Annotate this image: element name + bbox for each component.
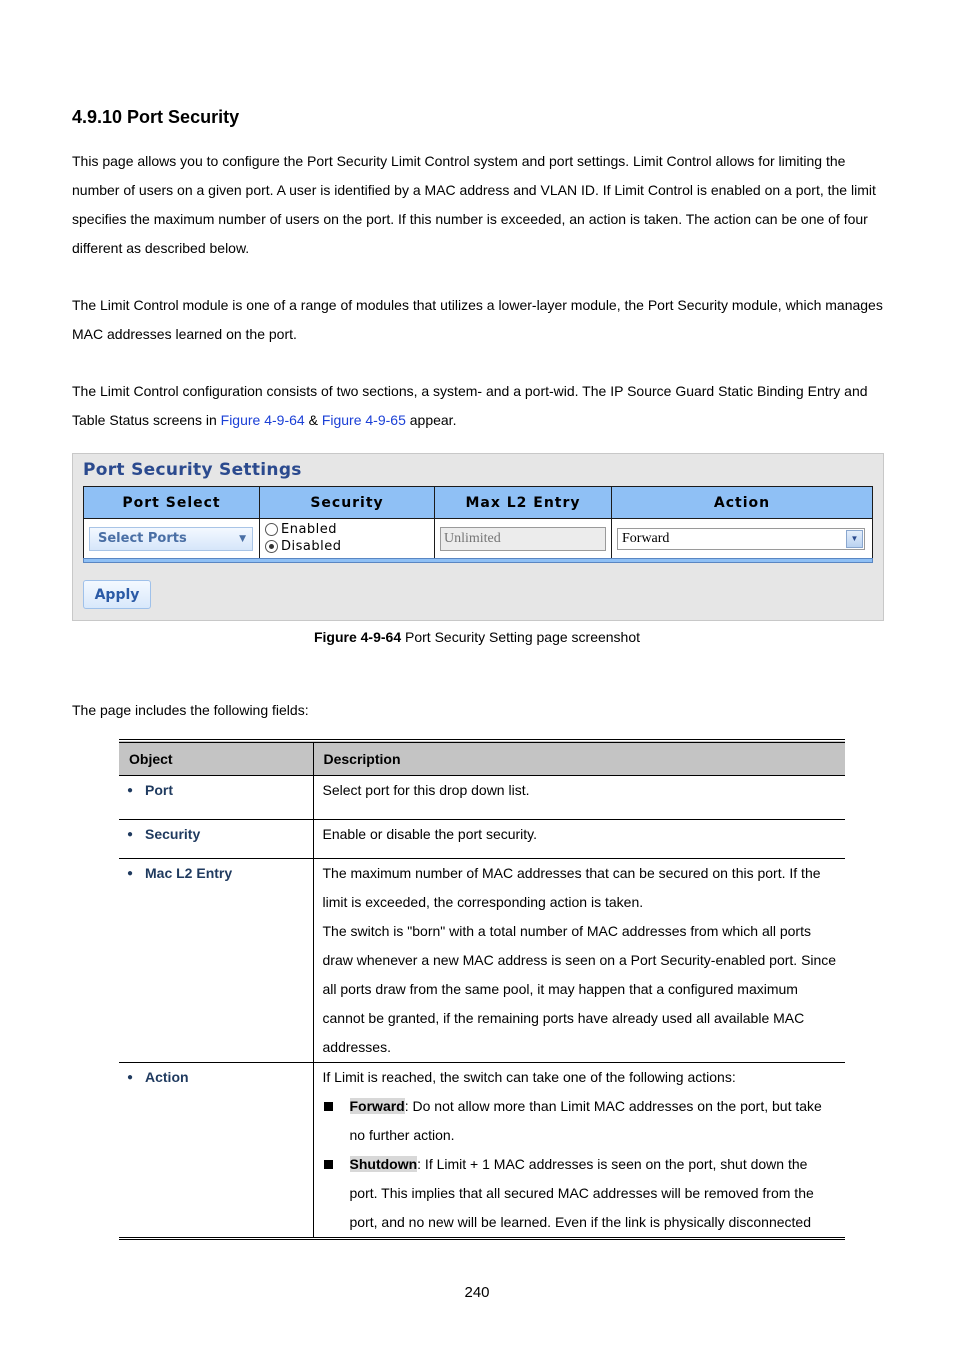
bullet-icon: ● (127, 1072, 134, 1084)
bullet-icon: ● (127, 829, 134, 841)
max-l2-entry-input[interactable] (440, 527, 606, 551)
keyword-forward: Forward (349, 1097, 405, 1114)
configuration-paragraph: The Limit Control configuration consists of two sections, a system- and a port-wid. The IP Source Guard Static Binding Entry and Table Status screens in Figure 4-9-64 & Figure 4-9-65 appear. (72, 383, 868, 428)
object-mac-l2-entry: Mac L2 Entry (145, 864, 233, 881)
action-dropdown[interactable]: Forward ▼ (617, 528, 865, 550)
list-item: Forward: Do not allow more than Limit MAC addresses on the port, but take no further action. (323, 1092, 838, 1150)
radio-unchecked-icon (265, 523, 278, 536)
bullet-icon: ● (127, 868, 134, 880)
table-row (119, 1062, 845, 1238)
chevron-down-icon: ▼ (239, 533, 246, 544)
fields-intro: The page includes the following fields: (72, 702, 309, 718)
figure-link-4-9-64[interactable]: Figure 4-9-64 (220, 412, 305, 428)
page-number: 240 (464, 1284, 490, 1301)
security-enabled-radio[interactable]: Enabled (265, 522, 337, 537)
table-footer-bar (83, 558, 873, 563)
action-list (323, 1092, 838, 1237)
action-cell (612, 519, 873, 559)
module-paragraph: The Limit Control module is one of a range of modules that utilizes a lower-layer module, the Port Security module, which manages MAC addresses learned on the port. (72, 297, 883, 342)
radio-checked-icon (265, 540, 278, 553)
desc-security: Enable or disable the port security. (313, 819, 845, 858)
port-security-settings-screenshot (72, 453, 884, 621)
list-item: Shutdown: If Limit + 1 MAC addresses is seen on the port, shut down the port. This implies that all secured MAC addresses will be removed from the port, and no new will be learned. Even if the link is physically disconnected (323, 1150, 838, 1237)
port-select-cell (84, 519, 260, 559)
col-security: Security (260, 487, 435, 519)
keyword-shutdown: Shutdown (349, 1155, 418, 1172)
apply-button[interactable]: Apply (83, 580, 151, 609)
fields-table (119, 739, 845, 1240)
select-ports-dropdown[interactable]: Select Ports ▼ (89, 527, 253, 551)
chevron-down-icon: ▼ (846, 530, 863, 548)
security-disabled-radio[interactable]: Disabled (265, 539, 341, 554)
col-port-select: Port Select (84, 487, 260, 519)
header-description: Description (313, 741, 845, 775)
panel-title: Port Security Settings (83, 460, 302, 480)
desc-mac-l2-entry-2: The switch is "born" with a total number of MAC addresses from which all ports draw whenever a new MAC address is seen on a Port Security-enabled port. Since all ports draw from the same pool, it may happen that a configured maximum cannot be granted, if the remaining ports have already used all available MAC addresses. (322, 922, 837, 1055)
col-action: Action (612, 487, 873, 519)
desc-mac-l2-entry-1: The maximum number of MAC addresses that can be secured on this port. If the limit is exceeded, the corresponding action is taken. (322, 864, 821, 910)
intro-paragraph: This page allows you to configure the Port Security Limit Control system and port settings. Limit Control allows for limiting the number of users on a given port. A user is identified by a MAC address and VLAN ID. If Limit Control is enabled on a port, the limit specifies the maximum number of users on the port. If this number is exceeded, an action is taken. The action can be one of four different as described below. (72, 153, 876, 256)
table-row (119, 819, 845, 858)
bullet-icon: ● (127, 785, 134, 797)
figure-link-4-9-65[interactable]: Figure 4-9-65 (321, 412, 406, 428)
object-action: Action (145, 1068, 189, 1085)
section-heading: 4.9.10 Port Security (72, 107, 240, 127)
max-l2-entry-cell (435, 519, 612, 559)
object-security: Security (145, 825, 201, 842)
table-row (119, 775, 845, 819)
object-port: Port (145, 781, 173, 798)
security-cell (260, 519, 435, 559)
desc-action: If Limit is reached, the switch can take one of the following actions: (322, 1068, 736, 1085)
header-object: Object (119, 741, 313, 775)
table-row (119, 858, 845, 1062)
port-security-settings-table (83, 486, 873, 559)
figure-caption: Figure 4-9-64 Port Security Setting page screenshot (313, 629, 641, 645)
desc-port: Select port for this drop down list. (313, 775, 845, 819)
col-max-l2-entry: Max L2 Entry (435, 487, 612, 519)
